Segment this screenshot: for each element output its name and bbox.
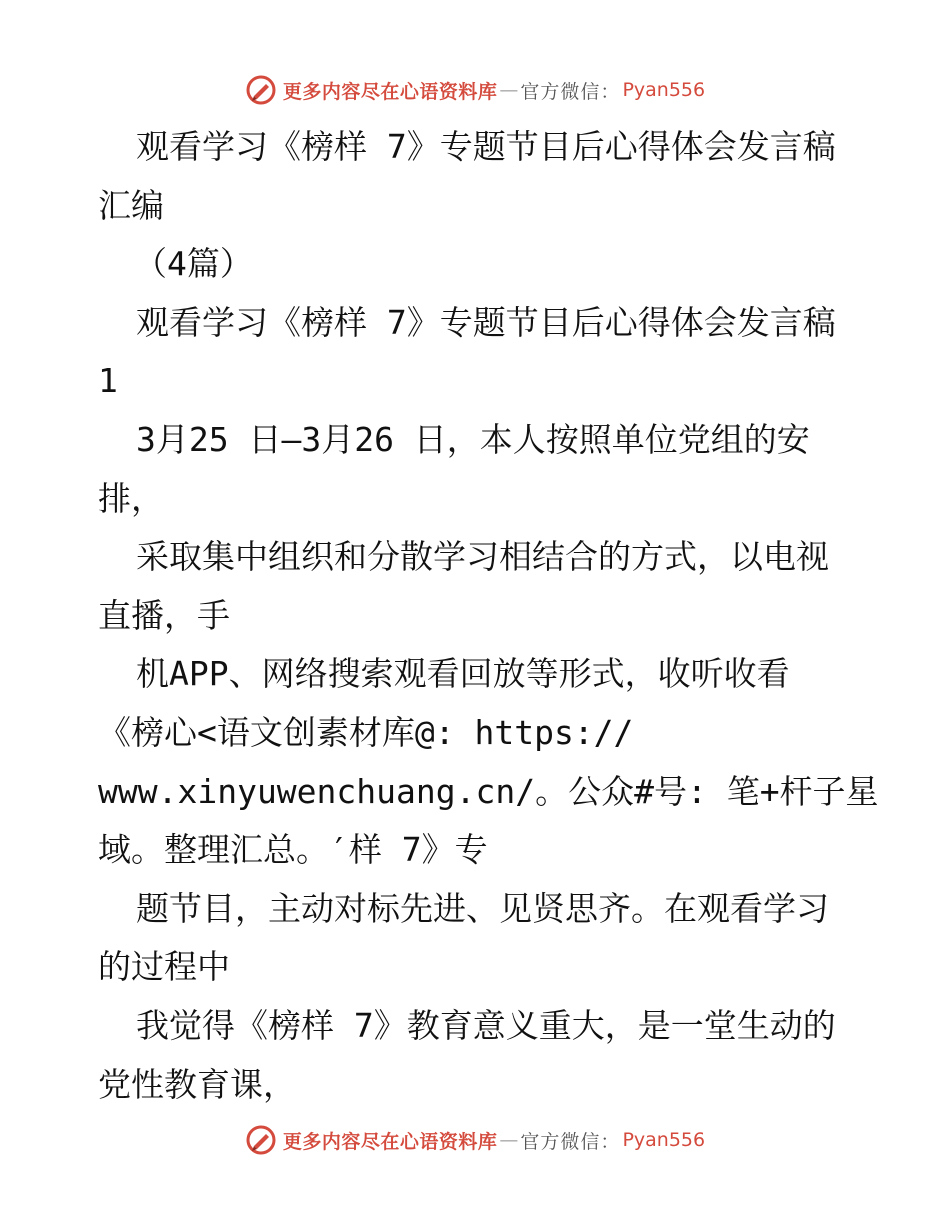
banner-wechat-label: 官方微信： — [520, 1130, 621, 1153]
paragraph-line: 域。整理汇总。′样 7》专 — [98, 830, 488, 870]
banner-wechat-id: Pyan556 — [622, 79, 706, 101]
banner-main-text: 更多内容尽在心语资料库 — [282, 80, 498, 103]
paragraph-line: 我觉得《榜样 7》教育意义重大，是一堂生动的 — [136, 1005, 836, 1045]
header-banner — [0, 70, 950, 110]
paragraph-line: www.xinyuwenchuang.cn/。公众#号: 笔+杆子星 — [98, 771, 879, 811]
footer-banner — [0, 1120, 950, 1160]
paragraph-line: 采取集中组织和分散学习相结合的方式，以电视 — [136, 537, 829, 577]
paragraph-line: 排， — [98, 478, 164, 518]
paragraph-line: 直播，手 — [98, 595, 230, 635]
document-body — [98, 118, 879, 1114]
doc-title-line-1: 观看学习《榜样 7》专题节目后心得体会发言稿 — [136, 127, 836, 166]
paragraph-line: 机APP、网络搜索观看回放等形式，收听收看 — [136, 654, 790, 694]
paragraph-line: 题节目，主动对标先进、见贤思齐。在观看学习 — [136, 888, 829, 928]
pen-circle-logo-icon — [245, 1124, 277, 1156]
paragraph-line: 《榜心<语文创素材库@: https:// — [98, 712, 634, 752]
banner-wechat-label: 官方微信： — [520, 80, 621, 103]
banner-separator: — — [499, 79, 519, 101]
section-heading-line-1: 观看学习《榜样 7》专题节目后心得体会发言稿 — [136, 302, 836, 342]
doc-subtitle: （4篇） — [134, 244, 253, 284]
banner-main-text: 更多内容尽在心语资料库 — [282, 1130, 498, 1153]
paragraph-line: 3月25 日—3月26 日，本人按照单位党组的安 — [136, 419, 810, 459]
banner-separator: — — [499, 1129, 519, 1151]
banner-wechat-id: Pyan556 — [622, 1129, 706, 1151]
paragraph-line: 的过程中 — [98, 947, 230, 987]
paragraph-line: 党性教育课， — [98, 1064, 296, 1104]
section-heading-line-2: 1 — [98, 361, 118, 401]
pen-circle-logo-icon — [245, 74, 277, 106]
doc-title-line-2: 汇编 — [98, 185, 164, 225]
